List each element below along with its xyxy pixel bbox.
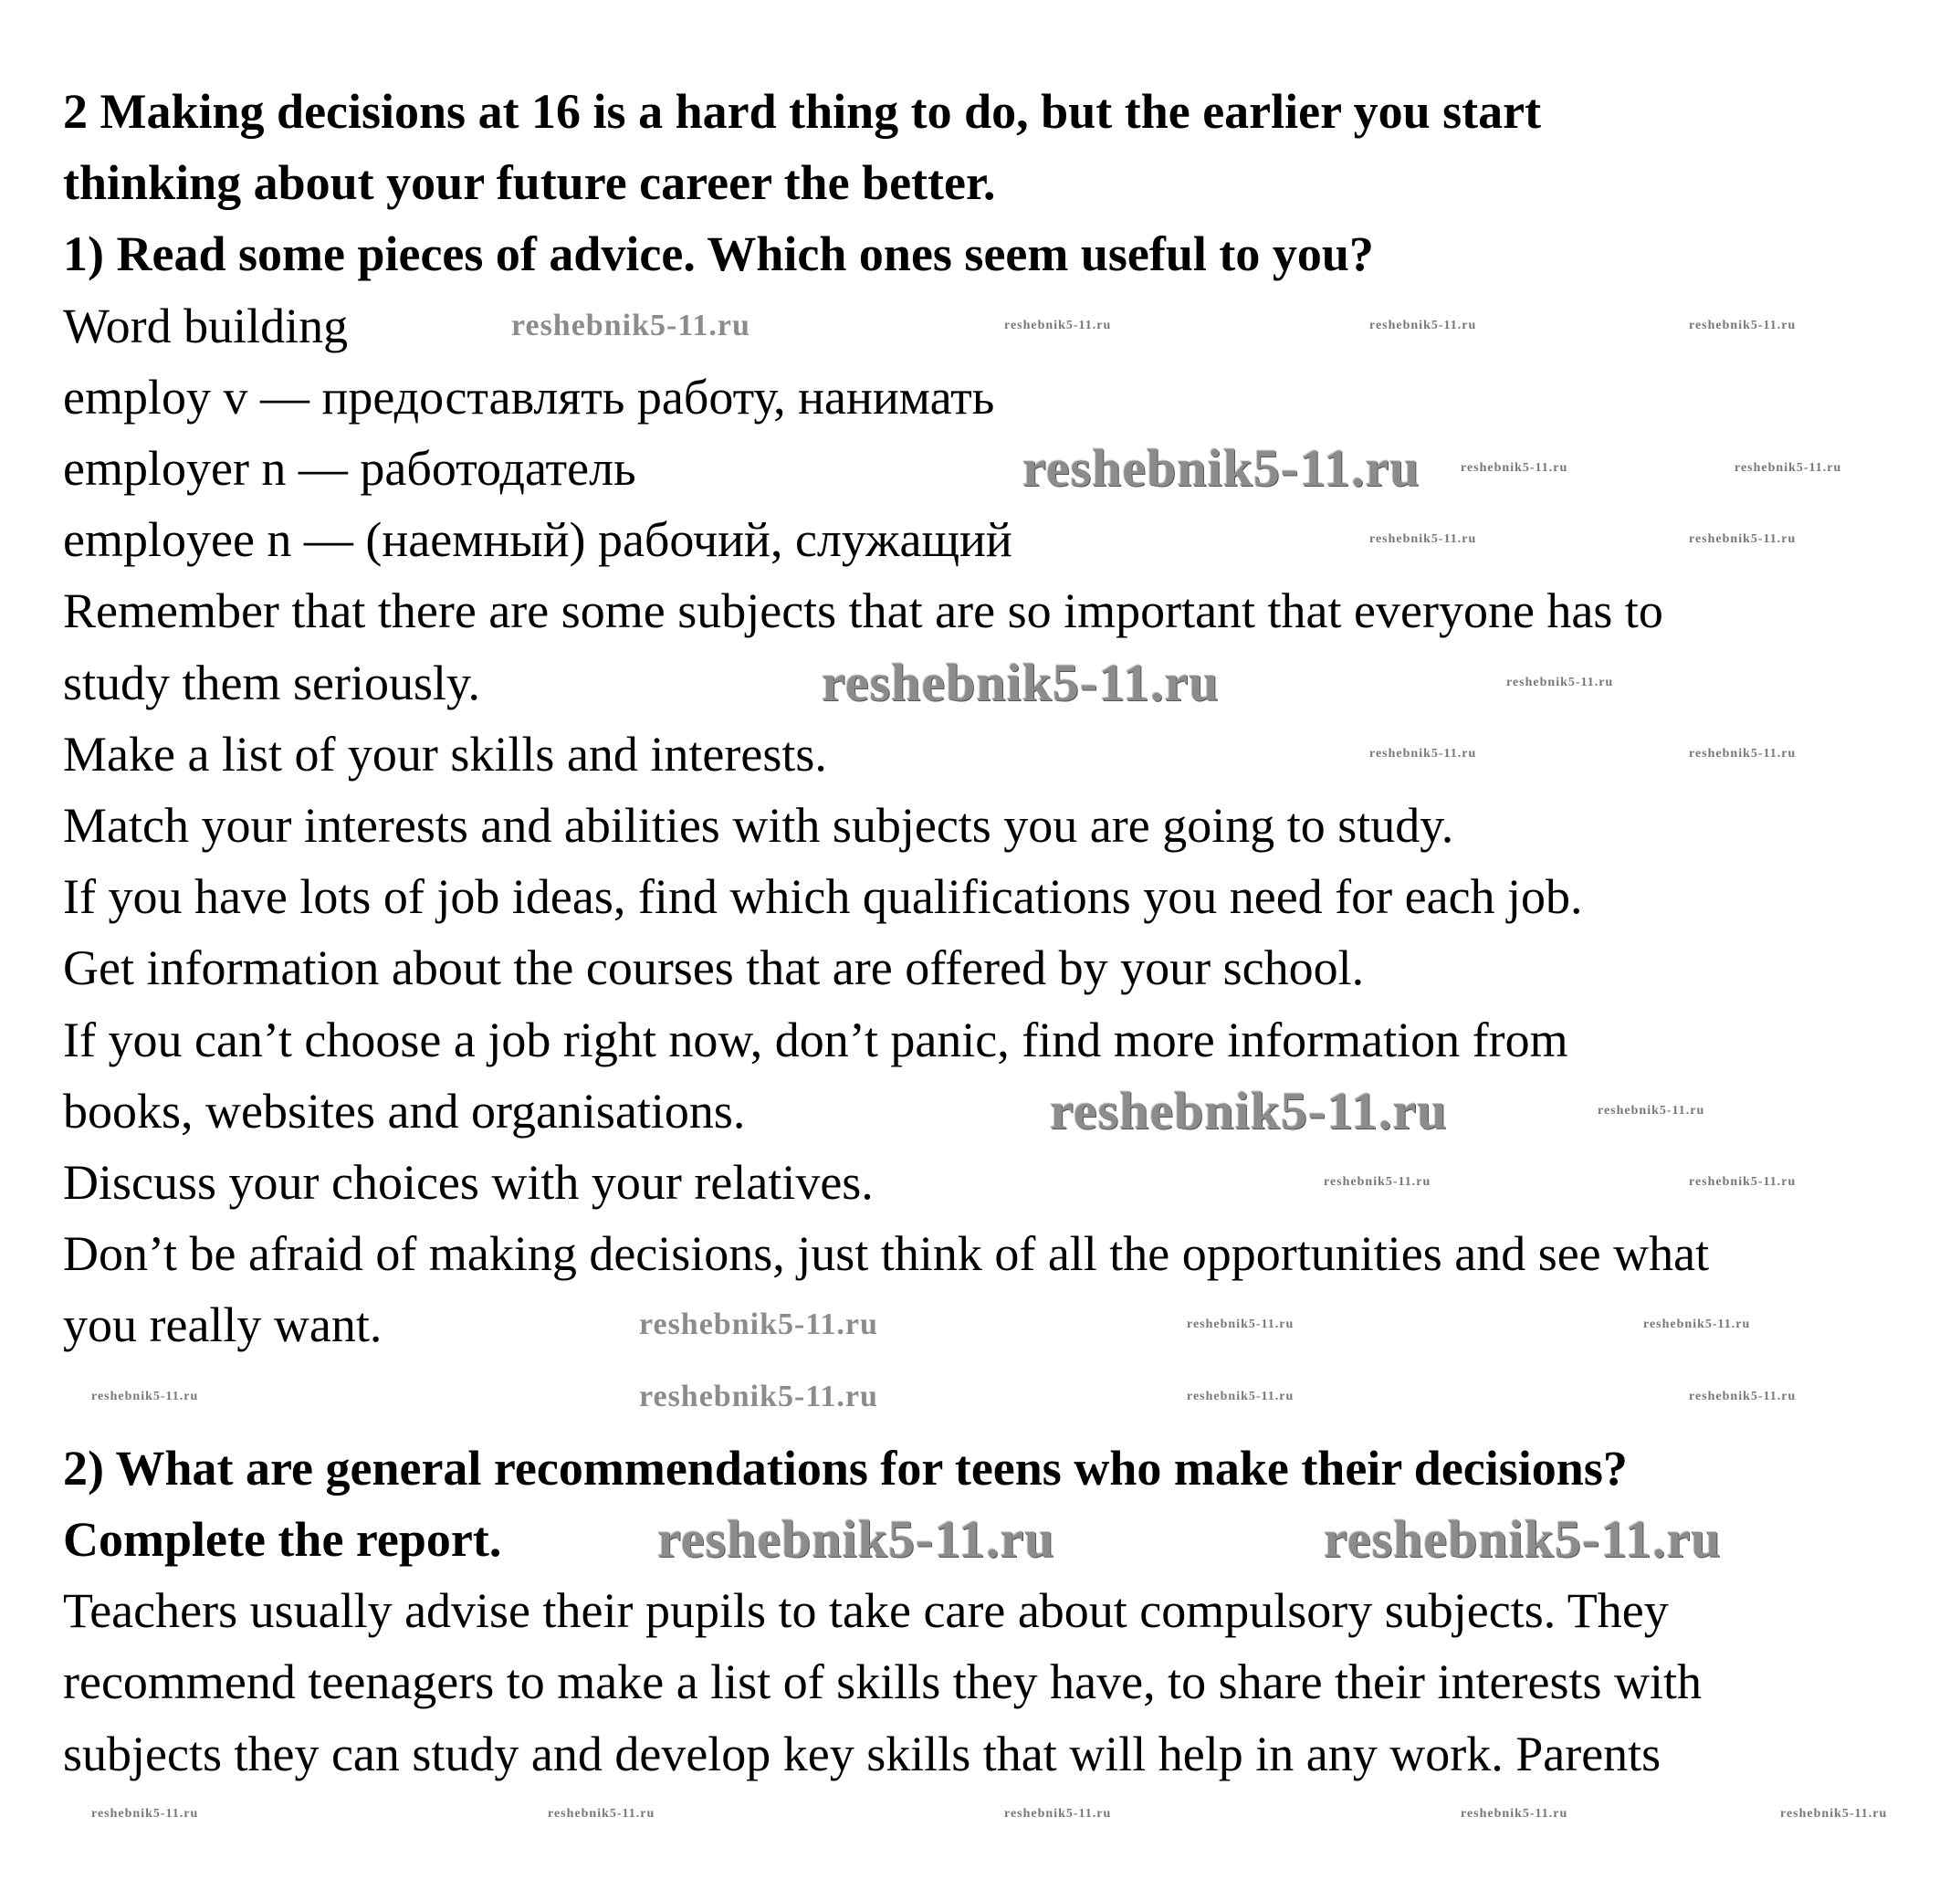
text-line: If you can’t choose a job right now, don’t panic, find more information from xyxy=(63,1012,1568,1067)
heading-line: 2 Making decisions at 16 is a hard thing to do, but the earlier you start xyxy=(63,84,1542,139)
watermark-text: reshebnik5-11.ru xyxy=(1689,318,1797,332)
text-line: Teachers usually advise their pupils to take care about compulsory subjects. They xyxy=(63,1583,1669,1639)
watermark-text: reshebnik5-11.ru xyxy=(1506,675,1614,689)
watermark-text: reshebnik5-11.ru xyxy=(1004,1806,1112,1821)
watermark-text: reshebnik5-11.ru xyxy=(1598,1103,1705,1118)
text-line: books, websites and organisations. xyxy=(63,1083,746,1139)
text-line: Word building xyxy=(63,298,349,353)
watermark-text: reshebnik5-11.ru xyxy=(1022,438,1420,498)
watermark-text: reshebnik5-11.ru xyxy=(1689,1175,1797,1189)
watermark-text: reshebnik5-11.ru xyxy=(657,1509,1055,1569)
text-line: Don’t be afraid of making decisions, just think of all the opportunities and see what xyxy=(63,1226,1710,1282)
heading-line: 2) What are general recommendations for teens who make their decisions? xyxy=(63,1440,1628,1496)
watermark-text: reshebnik5-11.ru xyxy=(1324,1175,1431,1189)
watermark-text: reshebnik5-11.ru xyxy=(1369,532,1477,547)
text-line: Match your interests and abilities with subjects you are going to study. xyxy=(63,798,1454,853)
watermark-text: reshebnik5-11.ru xyxy=(1187,1318,1294,1332)
heading-line: thinking about your future career the better. xyxy=(63,155,996,211)
watermark-text: reshebnik5-11.ru xyxy=(1689,1389,1797,1403)
watermark-text: reshebnik5-11.ru xyxy=(1004,318,1112,332)
watermark-text: reshebnik5-11.ru xyxy=(548,1806,655,1821)
text-line: employ v — предоставлять работу, нанимать xyxy=(63,369,995,425)
watermark-text: reshebnik5-11.ru xyxy=(1689,746,1797,761)
text-line: study them seriously. xyxy=(63,655,480,710)
watermark-text: reshebnik5-11.ru xyxy=(1324,1509,1722,1569)
watermark-text: reshebnik5-11.ru xyxy=(91,1806,199,1821)
text-line: Get information about the courses that are offered by your school. xyxy=(63,940,1365,996)
watermark-text: reshebnik5-11.ru xyxy=(1369,318,1477,332)
watermark-text: reshebnik5-11.ru xyxy=(822,652,1220,712)
text-line: you really want. xyxy=(63,1297,383,1353)
heading-line: Complete the report. xyxy=(63,1512,502,1567)
heading-line: 1) Read some pieces of advice. Which ones seem useful to you? xyxy=(63,226,1374,282)
watermark-text: reshebnik5-11.ru xyxy=(1369,746,1477,761)
watermark-text: reshebnik5-11.ru xyxy=(1689,532,1797,547)
text-line: Make a list of your skills and interests. xyxy=(63,726,827,782)
watermark-text: reshebnik5-11.ru xyxy=(1735,461,1842,475)
watermark-text: reshebnik5-11.ru xyxy=(1461,1806,1568,1821)
watermark-text: reshebnik5-11.ru xyxy=(639,1307,878,1342)
watermark-text: reshebnik5-11.ru xyxy=(1461,461,1568,475)
watermark-text: reshebnik5-11.ru xyxy=(511,308,750,342)
text-line: employee n — (наемный) рабочий, служащий xyxy=(63,512,1012,568)
watermark-text: reshebnik5-11.ru xyxy=(1050,1080,1448,1140)
watermark-text: reshebnik5-11.ru xyxy=(1187,1389,1294,1403)
watermark-text: reshebnik5-11.ru xyxy=(1643,1318,1751,1332)
watermark-text: reshebnik5-11.ru xyxy=(91,1389,199,1403)
text-line: recommend teenagers to make a list of skills they have, to share their interests with xyxy=(63,1654,1702,1710)
text-line: Remember that there are some subjects that are so important that everyone has to xyxy=(63,583,1663,639)
text-line: employer n — работодатель xyxy=(63,441,636,496)
text-line: Discuss your choices with your relatives. xyxy=(63,1155,874,1210)
watermark-text: reshebnik5-11.ru xyxy=(639,1379,878,1413)
text-line: subjects they can study and develop key skills that will help in any work. Parents xyxy=(63,1726,1661,1781)
text-line: If you have lots of job ideas, find which qualifications you need for each job. xyxy=(63,869,1583,925)
watermark-text: reshebnik5-11.ru xyxy=(1780,1806,1888,1821)
